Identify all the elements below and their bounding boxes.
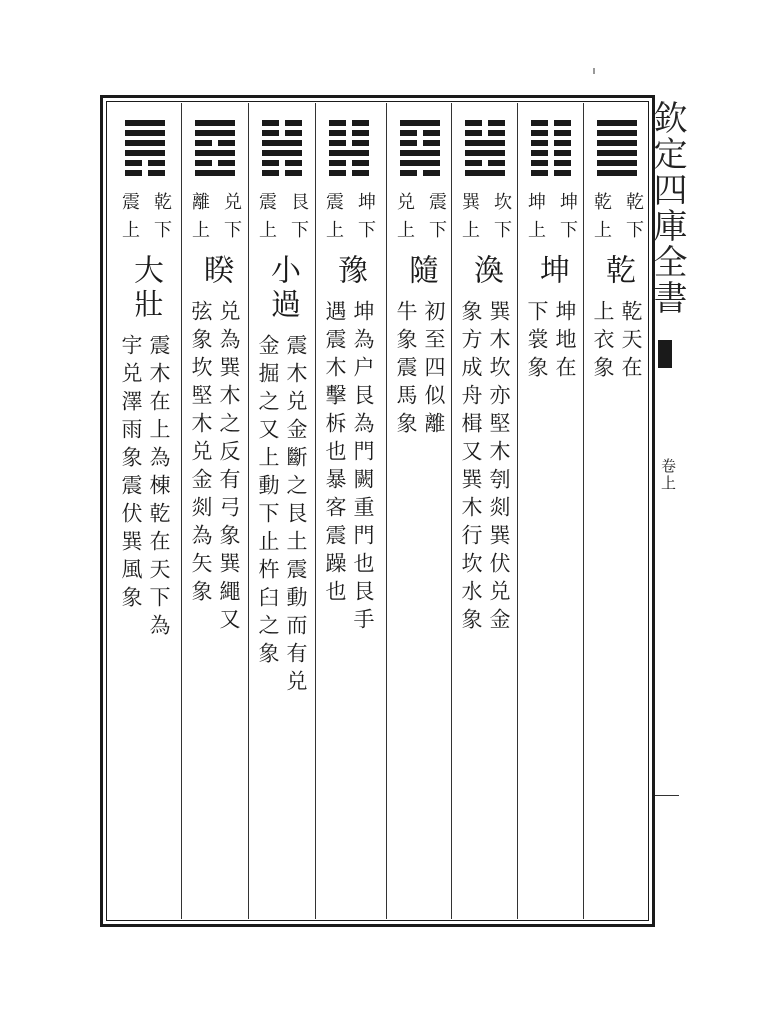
broken-line [329, 130, 369, 136]
broken-line [125, 170, 165, 176]
hexagram-symbol [317, 118, 381, 178]
solid-line [597, 150, 637, 156]
upper-trigram: 兑上 [394, 192, 415, 248]
hexagram-name: 大壯 [128, 254, 163, 322]
lower-trigram: 兑下 [221, 192, 242, 248]
hexagram-symbol [585, 118, 649, 178]
solid-line [400, 160, 440, 166]
hexagram-name: 渙 [468, 254, 503, 288]
hexagram-symbol [183, 118, 247, 178]
column-divider [583, 103, 584, 919]
book-title: 欽定四庫全書 [647, 100, 687, 316]
commentary-right: 坤為户艮為門闕重門也艮手 [351, 300, 375, 636]
broken-line [400, 170, 440, 176]
solid-line [262, 150, 302, 156]
fishtail-mark [658, 340, 672, 368]
lower-trigram: 坤下 [355, 192, 376, 248]
commentary-left: 上衣象 [591, 300, 615, 384]
hexagram-column [585, 118, 649, 384]
broken-line [465, 160, 505, 166]
solid-line [465, 150, 505, 156]
ink-speck [593, 68, 595, 74]
broken-line [262, 130, 302, 136]
column-divider [181, 103, 182, 919]
solid-line [597, 120, 637, 126]
volume-label: 卷上 [659, 458, 677, 492]
solid-line [329, 150, 369, 156]
broken-line [400, 130, 440, 136]
lower-trigram: 乾下 [623, 192, 644, 248]
commentary-left: 象方成舟楫又巽木行坎水象 [459, 300, 483, 636]
commentary-right: 震木在上為棟乾在天下為 [147, 334, 171, 642]
lower-trigram: 坤下 [557, 192, 578, 248]
column-divider [315, 103, 316, 919]
commentary-right: 坤地在 [553, 300, 577, 384]
lower-trigram: 艮下 [288, 192, 309, 248]
upper-trigram: 坤上 [525, 192, 546, 248]
upper-trigram: 震上 [119, 192, 140, 248]
solid-line [465, 140, 505, 146]
broken-line [465, 120, 505, 126]
commentary-right: 乾天在 [619, 300, 643, 384]
upper-trigram: 離上 [189, 192, 210, 248]
hexagram-column [388, 118, 452, 440]
solid-line [597, 160, 637, 166]
lower-trigram: 震下 [426, 192, 447, 248]
hexagram-column [113, 118, 177, 642]
broken-line [195, 140, 235, 146]
solid-line [125, 150, 165, 156]
hexagram-symbol [113, 118, 177, 178]
column-divider [248, 103, 249, 919]
solid-line [125, 140, 165, 146]
broken-line [465, 130, 505, 136]
broken-line [531, 150, 571, 156]
hexagram-name: 隨 [403, 254, 438, 288]
hexagram-name: 豫 [332, 254, 367, 288]
commentary-left: 下裳象 [525, 300, 549, 384]
hexagram-column [250, 118, 314, 698]
broken-line [531, 120, 571, 126]
commentary-left: 宇兑澤雨象震伏巽風象 [119, 334, 143, 614]
lower-trigram: 坎下 [491, 192, 512, 248]
commentary-left: 弦象坎堅木兑金剡為矢象 [189, 300, 213, 608]
broken-line [329, 160, 369, 166]
commentary-right: 兑為巽木之反有弓象巽繩又 [217, 300, 241, 636]
hexagram-name: 乾 [600, 254, 635, 288]
solid-line [400, 120, 440, 126]
commentary-right: 初至四似離 [422, 300, 446, 440]
column-divider [386, 103, 387, 919]
commentary-left: 牛象震馬象 [394, 300, 418, 440]
broken-line [400, 140, 440, 146]
broken-line [195, 160, 235, 166]
solid-line [262, 140, 302, 146]
lower-trigram: 乾下 [151, 192, 172, 248]
broken-line [262, 160, 302, 166]
commentary-right: 巽木坎亦堅木刳剡巽伏兑金 [487, 300, 511, 636]
commentary-left: 金掘之又上動下止杵臼之象 [256, 334, 280, 670]
solid-line [597, 140, 637, 146]
broken-line [262, 120, 302, 126]
commentary-left: 遇震木擊柝也暴客震躁也 [323, 300, 347, 608]
solid-line [195, 120, 235, 126]
solid-line [125, 130, 165, 136]
upper-trigram: 乾上 [591, 192, 612, 248]
broken-line [125, 160, 165, 166]
hexagram-column [519, 118, 583, 384]
broken-line [329, 120, 369, 126]
hexagram-name: 睽 [198, 254, 233, 288]
broken-line [531, 140, 571, 146]
hexagram-symbol [388, 118, 452, 178]
solid-line [125, 120, 165, 126]
hexagram-symbol [250, 118, 314, 178]
broken-line [531, 130, 571, 136]
solid-line [597, 130, 637, 136]
broken-line [531, 170, 571, 176]
solid-line [597, 170, 637, 176]
upper-trigram: 巽上 [459, 192, 480, 248]
solid-line [400, 150, 440, 156]
hexagram-name: 小過 [265, 254, 300, 322]
hexagram-column [317, 118, 381, 636]
broken-line [329, 170, 369, 176]
commentary-right: 震木兑金斷之艮土震動而有兑 [284, 334, 308, 698]
hexagram-symbol [453, 118, 517, 178]
broken-line [531, 160, 571, 166]
broken-line [329, 140, 369, 146]
broken-line [262, 170, 302, 176]
solid-line [465, 170, 505, 176]
solid-line [195, 170, 235, 176]
solid-line [195, 130, 235, 136]
solid-line [195, 150, 235, 156]
hexagram-symbol [519, 118, 583, 178]
hexagram-column [183, 118, 247, 636]
upper-trigram: 震上 [256, 192, 277, 248]
margin-rule [655, 795, 679, 796]
upper-trigram: 震上 [323, 192, 344, 248]
hexagram-name: 坤 [534, 254, 569, 288]
hexagram-column [453, 118, 517, 636]
column-divider [517, 103, 518, 919]
